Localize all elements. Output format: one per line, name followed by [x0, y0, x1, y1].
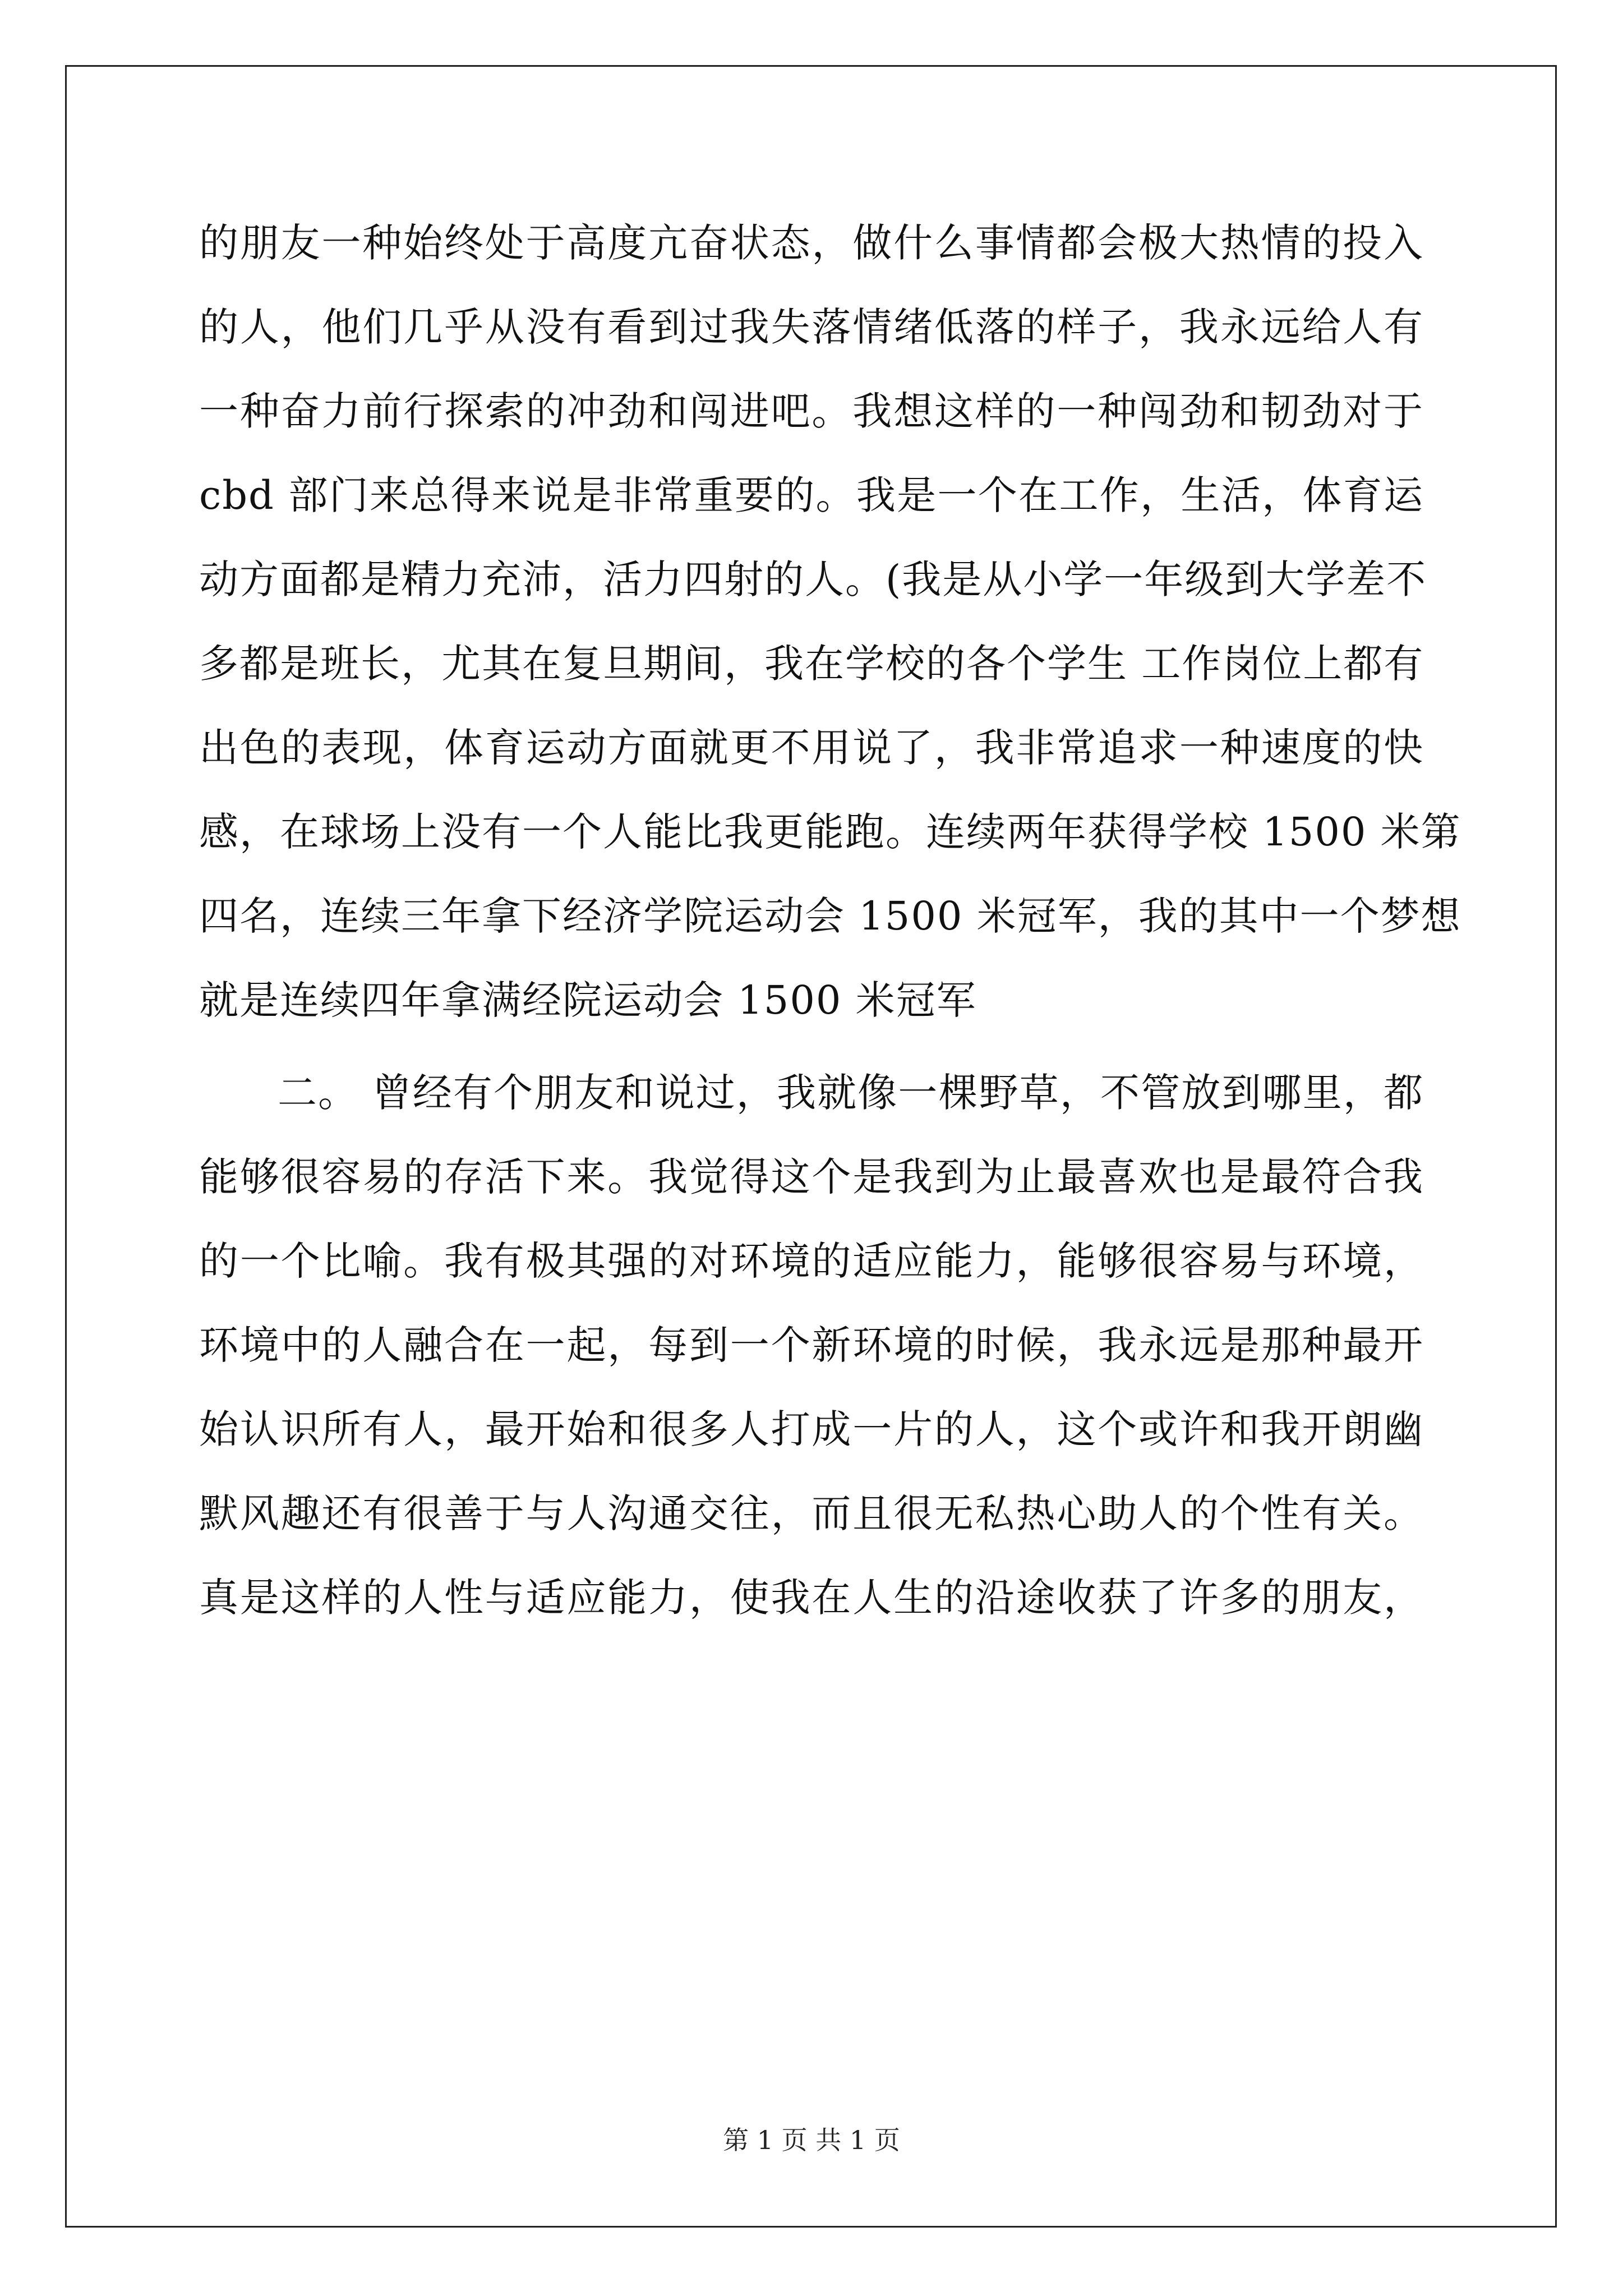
text-line: 的朋友一种始终处于高度亢奋状态，做什么事情都会极大热情的投入	[199, 220, 1424, 266]
text-line: 出色的表现，体育运动方面就更不用说了，我非常追求一种速度的快	[199, 725, 1424, 771]
text-line: 一种奋力前行探索的冲劲和闯进吧。我想这样的一种闯劲和韧劲对于	[199, 388, 1424, 434]
text-line: 始认识所有人，最开始和很多人打成一片的人，这个或许和我开朗幽	[199, 1406, 1424, 1452]
text-line: 多都是班长，尤其在复旦期间，我在学校的各个学生 工作岗位上都有	[199, 641, 1424, 687]
text-line: 的一个比喻。我有极其强的对环境的适应能力，能够很容易与环境，	[199, 1238, 1424, 1284]
text-line: 默风趣还有很善于与人沟通交往，而且很无私热心助人的个性有关。	[199, 1490, 1424, 1536]
text-line: 二。 曾经有个朋友和说过，我就像一棵野草，不管放到哪里，都	[278, 1070, 1424, 1116]
text-line: 四名，连续三年拿下经济学院运动会 1500 米冠军，我的其中一个梦想	[199, 893, 1461, 939]
text-line: 感，在球场上没有一个人能比我更能跑。连续两年获得学校 1500 米第	[199, 809, 1461, 855]
text-line: 能够很容易的存活下来。我觉得这个是我到为止最喜欢也是最符合我	[199, 1154, 1424, 1200]
text-line: cbd 部门来总得来说是非常重要的。我是一个在工作，生活，体育运	[199, 472, 1424, 518]
page-footer: 第 1 页 共 1 页	[723, 2125, 900, 2155]
text-line: 的人，他们几乎从没有看到过我失落情绪低落的样子，我永远给人有	[199, 304, 1424, 350]
text-line: 就是连续四年拿满经院运动会 1500 米冠军	[199, 977, 977, 1023]
text-line: 动方面都是精力充沛，活力四射的人。(我是从小学一年级到大学差不	[199, 556, 1427, 602]
text-line: 环境中的人融合在一起，每到一个新环境的时候，我永远是那种最开	[199, 1322, 1424, 1368]
text-line: 真是这样的人性与适应能力，使我在人生的沿途收获了许多的朋友，	[199, 1575, 1424, 1621]
